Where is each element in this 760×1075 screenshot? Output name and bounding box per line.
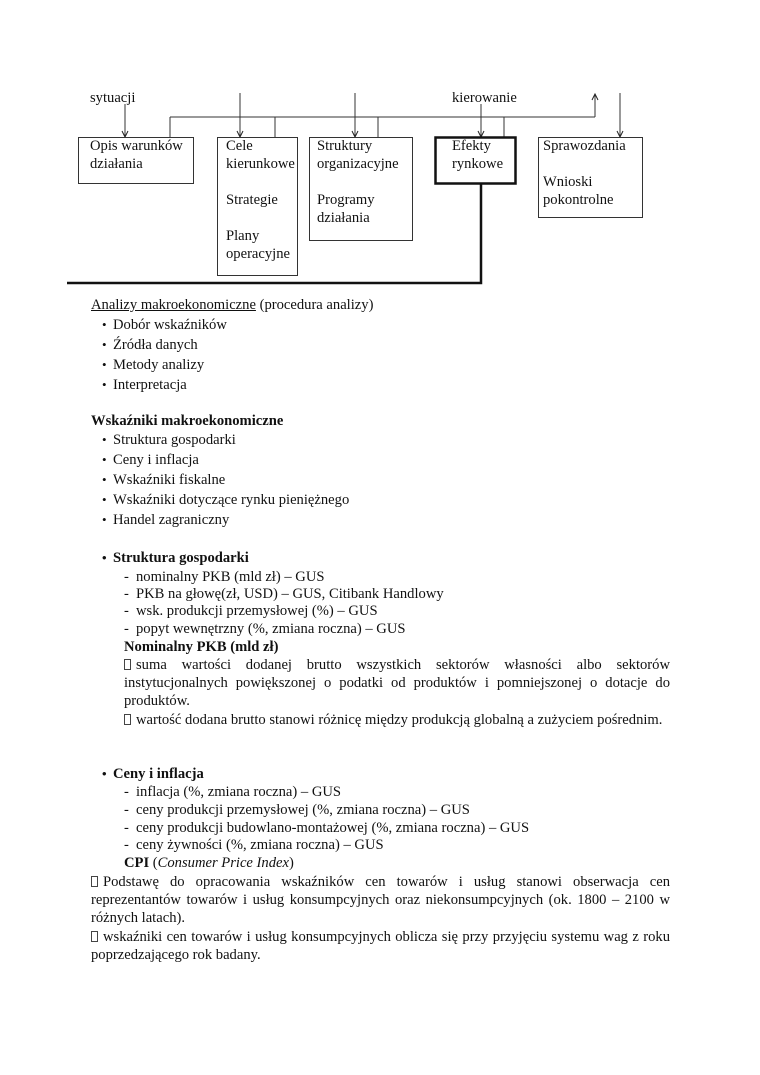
list-item: - PKB na głowę(zł, USD) – GUS, Citibank Handlowy bbox=[124, 585, 444, 603]
analizy-subtitle: (procedura analizy) bbox=[255, 297, 374, 313]
box-line: Programy bbox=[317, 192, 375, 208]
list-item: • Źródła danych bbox=[102, 336, 198, 354]
list-item: - ceny produkcji budowlano-montażowej (%, zmiana roczna) – GUS bbox=[124, 819, 529, 837]
cpi-full-name: Consumer Price Index bbox=[157, 855, 289, 871]
list-item: • Struktura gospodarki bbox=[102, 431, 236, 449]
list-item: • Ceny i inflacja bbox=[102, 451, 199, 469]
box-line: Opis warunków bbox=[90, 138, 183, 154]
box-line: Sprawozdania bbox=[543, 138, 626, 154]
label-sytuacji: sytuacji bbox=[90, 90, 136, 106]
box-line: Struktury bbox=[317, 138, 373, 154]
paragraph: wartość dodana brutto stanowi różnicę między produkcją globalną a zużyciem pośrednim. bbox=[124, 711, 670, 729]
analizy-title: Analizy makroekonomiczne bbox=[91, 297, 256, 313]
struktura-heading: • Struktura gospodarki bbox=[102, 549, 249, 567]
box-line: działania bbox=[90, 156, 143, 172]
box-cele-text bbox=[226, 137, 295, 263]
list-item: - popyt wewnętrzny (%, zmiana roczna) – GUS bbox=[124, 620, 406, 638]
paragraph: wskaźniki cen towarów i usług konsumpcyjnych oblicza się przy przyjęciu systemu wag z roku poprzedzającego rok badany. bbox=[91, 929, 670, 963]
list-item: - inflacja (%, zmiana roczna) – GUS bbox=[124, 783, 341, 801]
box-efekty-text bbox=[452, 137, 503, 173]
ceny-heading: • Ceny i inflacja bbox=[102, 765, 204, 783]
box-line: Plany bbox=[226, 228, 260, 244]
wskazniki-heading: Wskaźniki makroekonomiczne bbox=[91, 413, 284, 429]
list-item: • Interpretacja bbox=[102, 376, 187, 394]
box-opis-text bbox=[90, 137, 192, 173]
box-line: Efekty bbox=[452, 138, 491, 154]
list-item: • Handel zagraniczny bbox=[102, 511, 229, 529]
box-line: kierunkowe bbox=[226, 156, 295, 172]
cpi-heading: CPI (Consumer Price Index) bbox=[124, 855, 294, 871]
nominalny-pkb-heading: Nominalny PKB (mld zł) bbox=[124, 639, 279, 655]
list-item: • Dobór wskaźników bbox=[102, 316, 227, 334]
bullet-glyph-icon bbox=[124, 714, 131, 725]
analizy-heading bbox=[91, 296, 373, 314]
list-item: • Metody analizy bbox=[102, 356, 204, 374]
list-item: - wsk. produkcji przemysłowej (%) – GUS bbox=[124, 602, 378, 620]
box-struktury-text bbox=[317, 137, 399, 227]
list-item: - ceny żywności (%, zmiana roczna) – GUS bbox=[124, 836, 384, 854]
box-line: operacyjne bbox=[226, 246, 291, 262]
paragraph: Podstawę do opracowania wskaźników cen towarów i usług stanowi obserwacja cen reprezentantów towarów i usług konsumpcyjnych oraz niekonsumpcyjnych (ok. 1800 – 2100 w różnych latach). bbox=[91, 874, 670, 926]
box-line: Cele bbox=[226, 138, 253, 154]
cpi-abbrev: CPI bbox=[124, 855, 150, 871]
list-item: - ceny produkcji przemysłowej (%, zmiana roczna) – GUS bbox=[124, 801, 470, 819]
bullet-glyph-icon bbox=[91, 876, 98, 887]
box-line: rynkowe bbox=[452, 156, 504, 172]
label-kierowanie: kierowanie bbox=[452, 90, 517, 106]
list-item: • Wskaźniki fiskalne bbox=[102, 471, 225, 489]
list-item: - nominalny PKB (mld zł) – GUS bbox=[124, 568, 325, 586]
bullet-glyph-icon bbox=[91, 931, 98, 942]
list-item: • Wskaźniki dotyczące rynku pieniężnego bbox=[102, 491, 349, 509]
box-line: organizacyjne bbox=[317, 156, 399, 172]
box-sprawozdania-text bbox=[543, 137, 626, 209]
box-line: działania bbox=[317, 210, 370, 226]
box-line: Wnioski bbox=[543, 174, 593, 190]
box-line: Strategie bbox=[226, 192, 278, 208]
bullet-glyph-icon bbox=[124, 659, 131, 670]
paragraph: suma wartości dodanej brutto wszystkich sektorów własności albo sektorów instytucjonalnych powiększonej o podatki od produktów i pomniejszonej o dotacje do produktów. bbox=[124, 657, 670, 709]
box-line: pokontrolne bbox=[543, 192, 614, 208]
